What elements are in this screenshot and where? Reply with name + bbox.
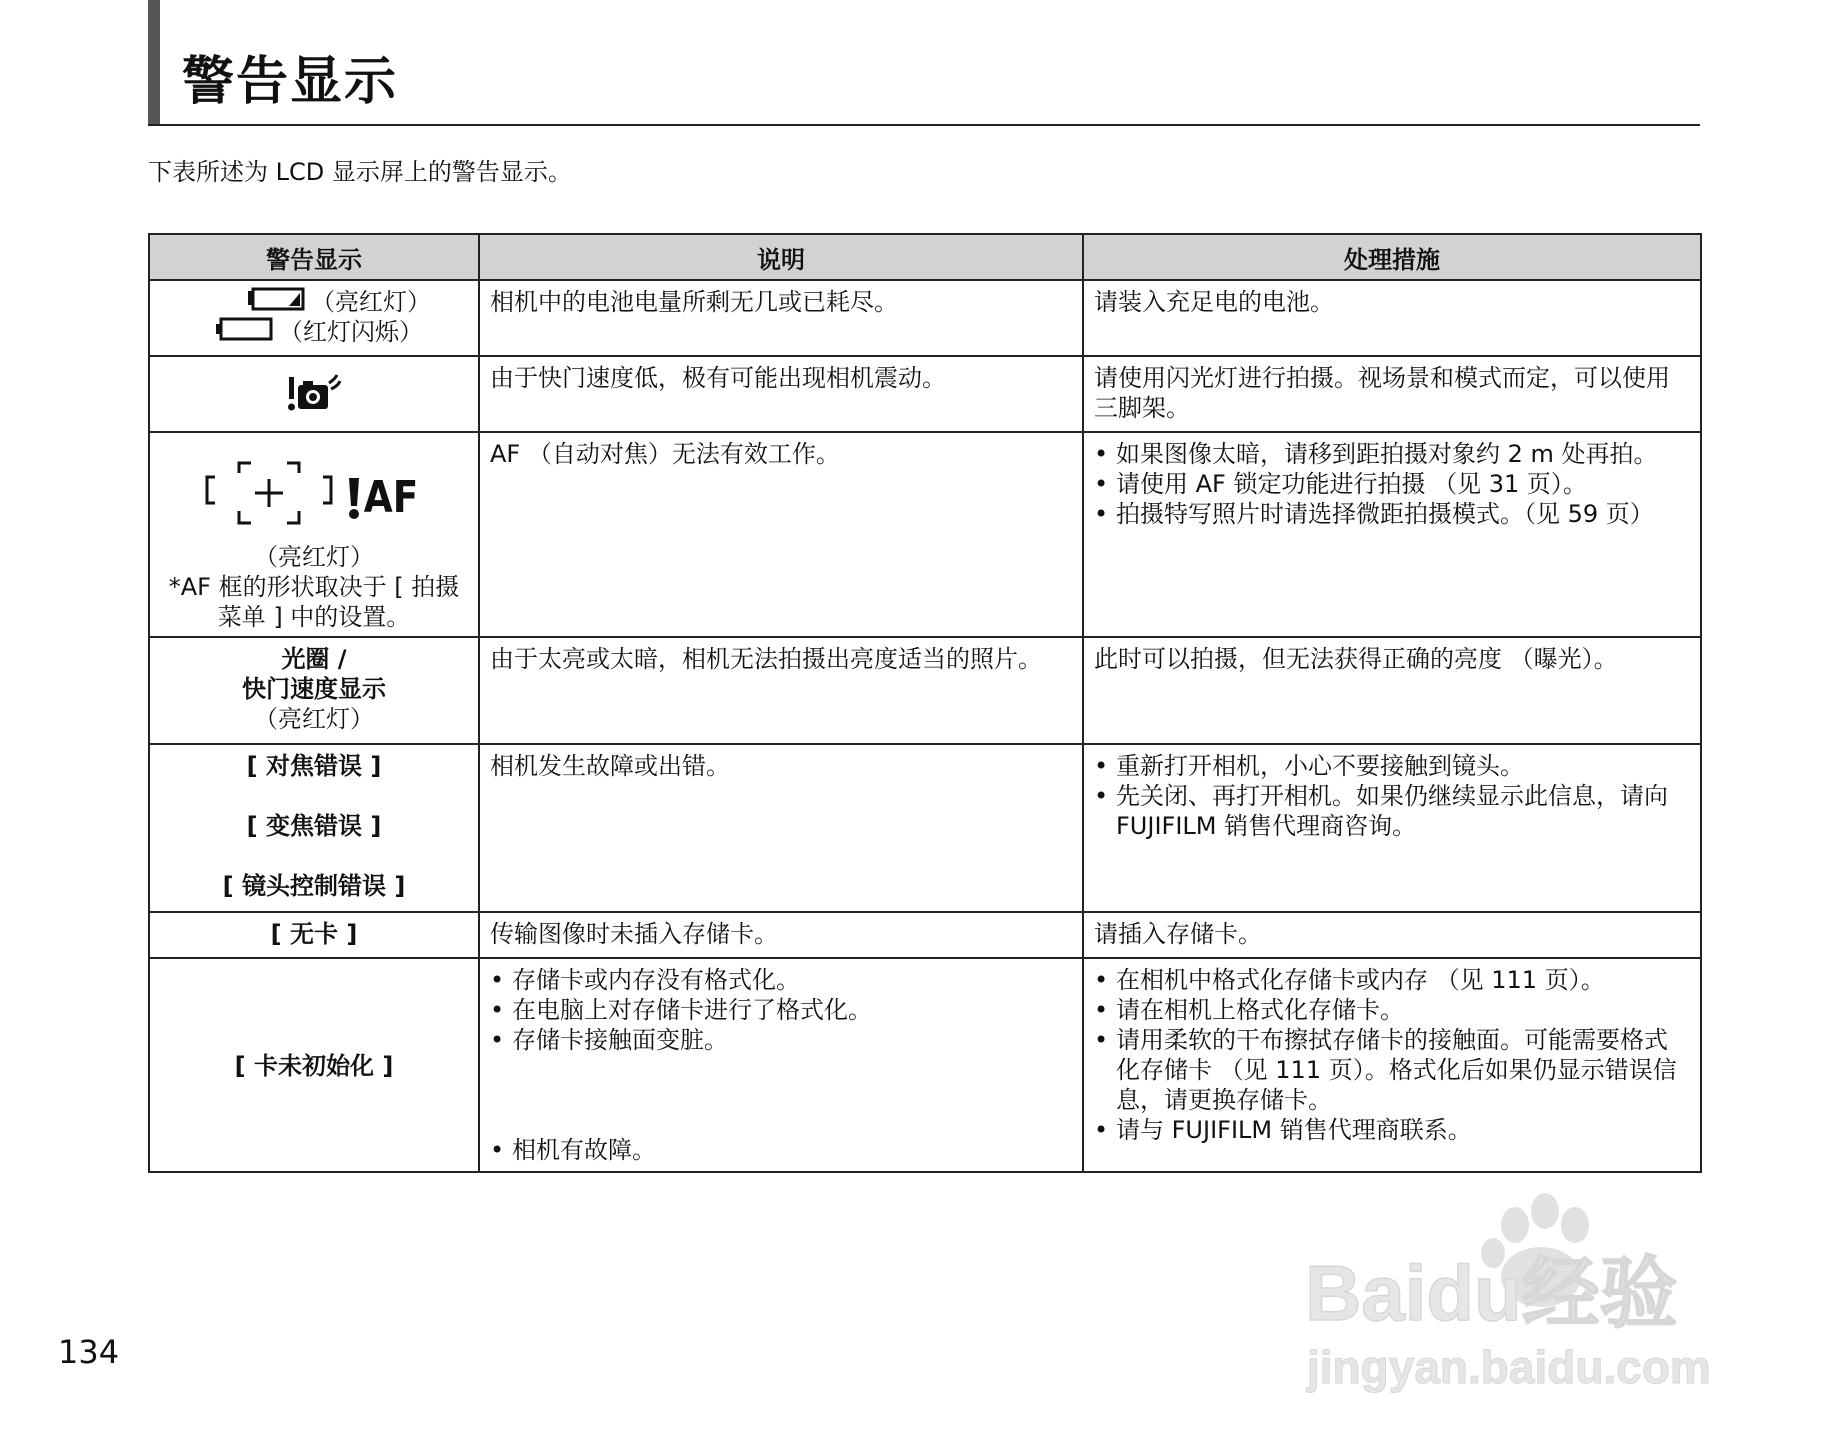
warning-table	[148, 233, 1702, 1173]
action-cell	[1083, 280, 1701, 356]
battery-empty-icon	[215, 317, 273, 348]
table-row	[149, 356, 1701, 432]
intro-text: 下表所述为 LCD 显示屏上的警告显示。	[148, 158, 572, 186]
table-row	[149, 432, 1701, 637]
af-warning-icon	[347, 471, 423, 523]
header-explanation: 说明	[479, 234, 1083, 280]
action-item: • 请用柔软的干布擦拭存储卡的接触面。可能需要格式化存储卡 （见 111 页）。格式化后如果仍显示错误信息，请更换存储卡。	[1094, 1025, 1690, 1115]
explanation-text: 相机中的电池电量所剩无几或已耗尽。	[490, 288, 898, 316]
explanation-cell	[479, 744, 1083, 912]
page-number: 134	[58, 1333, 120, 1371]
af-frame-icon	[205, 459, 333, 536]
explanation-cell	[479, 637, 1083, 744]
explanation-text: 由于快门速度低，极有可能出现相机震动。	[490, 364, 946, 392]
action-item: • 先关闭、再打开相机。如果仍继续显示此信息，请向 FUJIFILM 销售代理商咨询。	[1094, 781, 1690, 841]
display-cell	[149, 432, 479, 637]
explanation-text: 相机发生故障或出错。	[490, 752, 730, 780]
display-cell	[149, 744, 479, 912]
action-list	[1094, 439, 1690, 529]
explanation-cell	[479, 958, 1083, 1172]
action-cell	[1083, 356, 1701, 432]
baidu-watermark	[1305, 1185, 1745, 1395]
explanation-item: • 在电脑上对存储卡进行了格式化。	[490, 995, 1072, 1025]
display-text: 光圈 /	[281, 645, 347, 673]
table-row	[149, 280, 1701, 356]
action-item: • 如果图像太暗，请移到距拍摄对象约 2 m 处再拍。	[1094, 439, 1690, 469]
battery-low-icon	[247, 287, 305, 318]
display-cell	[149, 958, 479, 1172]
action-cell	[1083, 637, 1701, 744]
explanation-item: • 存储卡接触面变脏。	[490, 1025, 1072, 1055]
display-text: （红灯闪烁）	[279, 318, 423, 346]
display-cell	[149, 637, 479, 744]
explanation-cell	[479, 912, 1083, 958]
explanation-cell	[479, 280, 1083, 356]
display-cell	[149, 912, 479, 958]
table-row	[149, 744, 1701, 912]
page-title: 警告显示	[182, 52, 399, 112]
display-text: [ 对焦错误 ]	[246, 752, 382, 780]
action-cell	[1083, 912, 1701, 958]
baidu-paw-logo-icon	[1305, 1185, 1745, 1395]
explanation-cell	[479, 356, 1083, 432]
action-cell	[1083, 432, 1701, 637]
explanation-item: • 相机有故障。	[490, 1135, 1072, 1165]
action-text: 请插入存储卡。	[1094, 920, 1262, 948]
af-warning-label: AF	[363, 471, 419, 523]
explanation-cell	[479, 432, 1083, 637]
title-rule	[148, 124, 1700, 126]
display-cell	[149, 280, 479, 356]
table-header-row	[149, 234, 1701, 280]
action-item: • 拍摄特写照片时请选择微距拍摄模式。（见 59 页）	[1094, 499, 1690, 529]
action-item: • 请与 FUJIFILM 销售代理商联系。	[1094, 1115, 1690, 1145]
explanation-item: • 存储卡或内存没有格式化。	[490, 965, 1072, 995]
explanation-text: AF （自动对焦）无法有效工作。	[490, 440, 840, 468]
action-list	[1094, 751, 1690, 841]
display-text: [ 变焦错误 ]	[246, 812, 382, 840]
display-note: *AF 框的形状取决于 [ 拍摄菜单 ] 中的设置。	[168, 573, 460, 631]
watermark-url: jingyan.baidu.com	[1307, 1341, 1711, 1393]
display-text: [ 无卡 ]	[270, 920, 358, 948]
display-text: （亮红灯）	[254, 705, 374, 733]
action-cell	[1083, 744, 1701, 912]
camera-shake-icon	[287, 373, 341, 422]
display-text: [ 卡未初始化 ]	[234, 1052, 394, 1080]
display-text: （亮红灯）	[254, 543, 374, 571]
header-display: 警告显示	[149, 234, 479, 280]
action-item: • 请使用 AF 锁定功能进行拍摄 （见 31 页）。	[1094, 469, 1690, 499]
display-text: [ 镜头控制错误 ]	[222, 872, 406, 900]
action-cell	[1083, 958, 1701, 1172]
action-item: • 重新打开相机，小心不要接触到镜头。	[1094, 751, 1690, 781]
display-cell	[149, 356, 479, 432]
display-text: （亮红灯）	[311, 288, 431, 316]
action-text: 请使用闪光灯进行拍摄。视场景和模式而定，可以使用三脚架。	[1094, 364, 1670, 422]
table-row	[149, 958, 1701, 1172]
action-list	[1094, 965, 1690, 1145]
explanation-text: 传输图像时未插入存储卡。	[490, 920, 778, 948]
explanation-list	[490, 965, 1072, 1165]
header-action: 处理措施	[1083, 234, 1701, 280]
action-item: • 在相机中格式化存储卡或内存 （见 111 页）。	[1094, 965, 1690, 995]
table-row	[149, 637, 1701, 744]
display-text: 快门速度显示	[242, 675, 386, 703]
action-text: 请装入充足电的电池。	[1094, 288, 1334, 316]
explanation-text: 由于太亮或太暗，相机无法拍摄出亮度适当的照片。	[490, 645, 1042, 673]
table-row	[149, 912, 1701, 958]
action-text: 此时可以拍摄，但无法获得正确的亮度 （曝光）。	[1094, 645, 1618, 673]
watermark-brand: Baidu经验	[1305, 1249, 1678, 1337]
title-accent-bar	[148, 0, 160, 126]
action-item: • 请在相机上格式化存储卡。	[1094, 995, 1690, 1025]
